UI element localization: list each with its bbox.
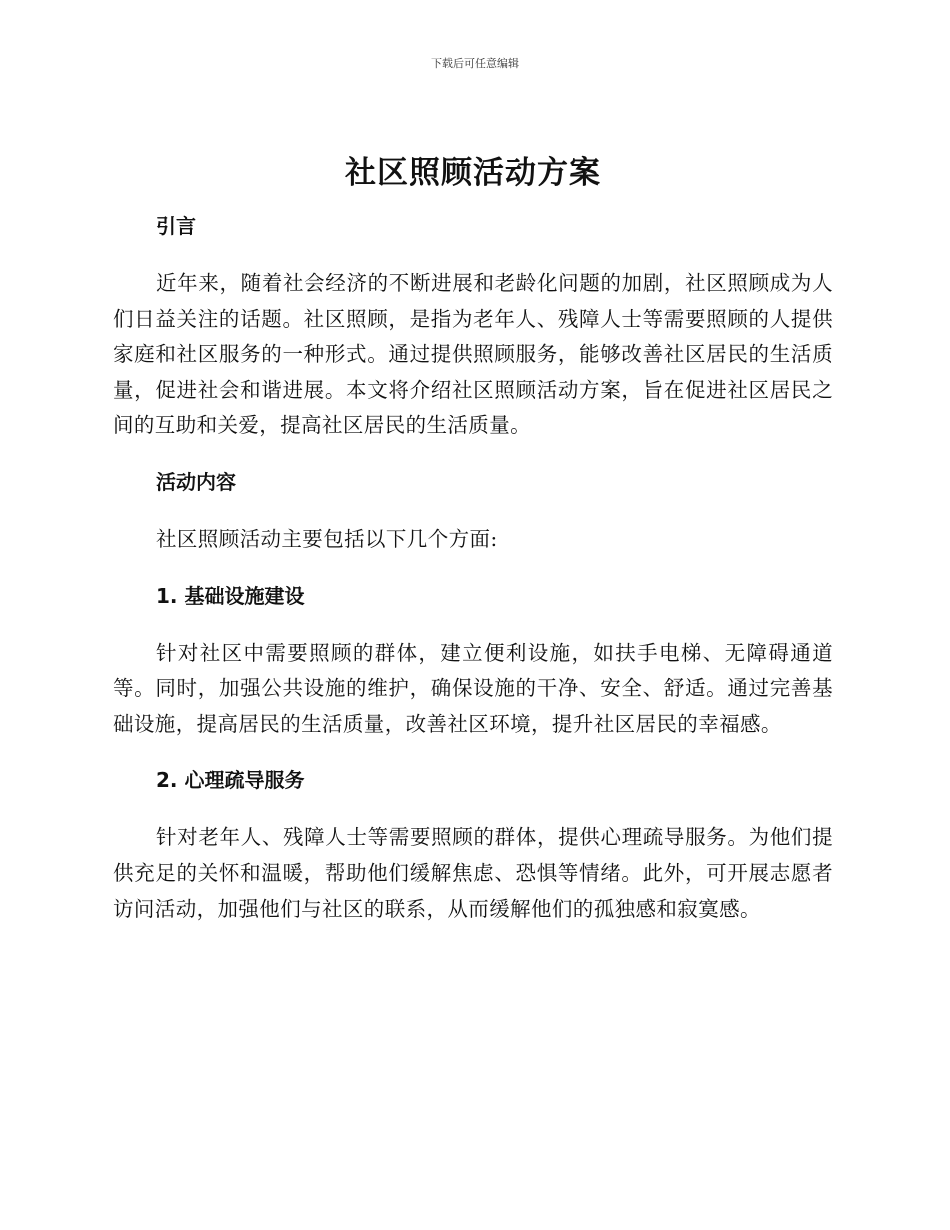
document-body: [113, 150, 833, 949]
document-title: 社区照顾活动方案: [345, 155, 601, 191]
section-heading-intro: 引言: [156, 214, 196, 238]
paragraph-content: 社区照顾活动主要包括以下几个方面:: [156, 526, 498, 551]
section-heading-counseling: 2. 心理疏导服务: [156, 768, 305, 793]
section-heading-content: 活动内容: [156, 469, 236, 494]
paragraph-intro: 近年来，随着社会经济的不断进展和老龄化问题的加剧，社区照顾成为人们日益关注的话题。社区照顾，是指为老年人、残障人士等需要照顾的人提供家庭和社区服务的一种形式。通过提供照顾服务，能够改善社区居民的生活质量，促进社会和谐进展。本文将介绍社区照顾活动方案，旨在促进社区居民之间的互助和关爱，提高社区居民的生活质量。: [113, 271, 833, 438]
paragraph-infrastructure: 针对社区中需要照顾的群体，建立便利设施，如扶手电梯、无障碍通道等。同时，加强公共设施的维护，确保设施的干净、安全、舒适。通过完善基础设施，提高居民的生活质量，改善社区环境，提升社区居民的幸福感。: [113, 640, 833, 736]
paragraph-counseling: 针对老年人、残障人士等需要照顾的群体，提供心理疏导服务。为他们提供充足的关怀和温暖，帮助他们缓解焦虑、恐惧等情绪。此外，可开展志愿者访问活动，加强他们与社区的联系，从而缓解他们的孤独感和寂寞感。: [113, 825, 833, 921]
section-heading-infrastructure: 1. 基础设施建设: [156, 583, 305, 608]
page-header-note: 下载后可任意编辑: [431, 57, 519, 70]
